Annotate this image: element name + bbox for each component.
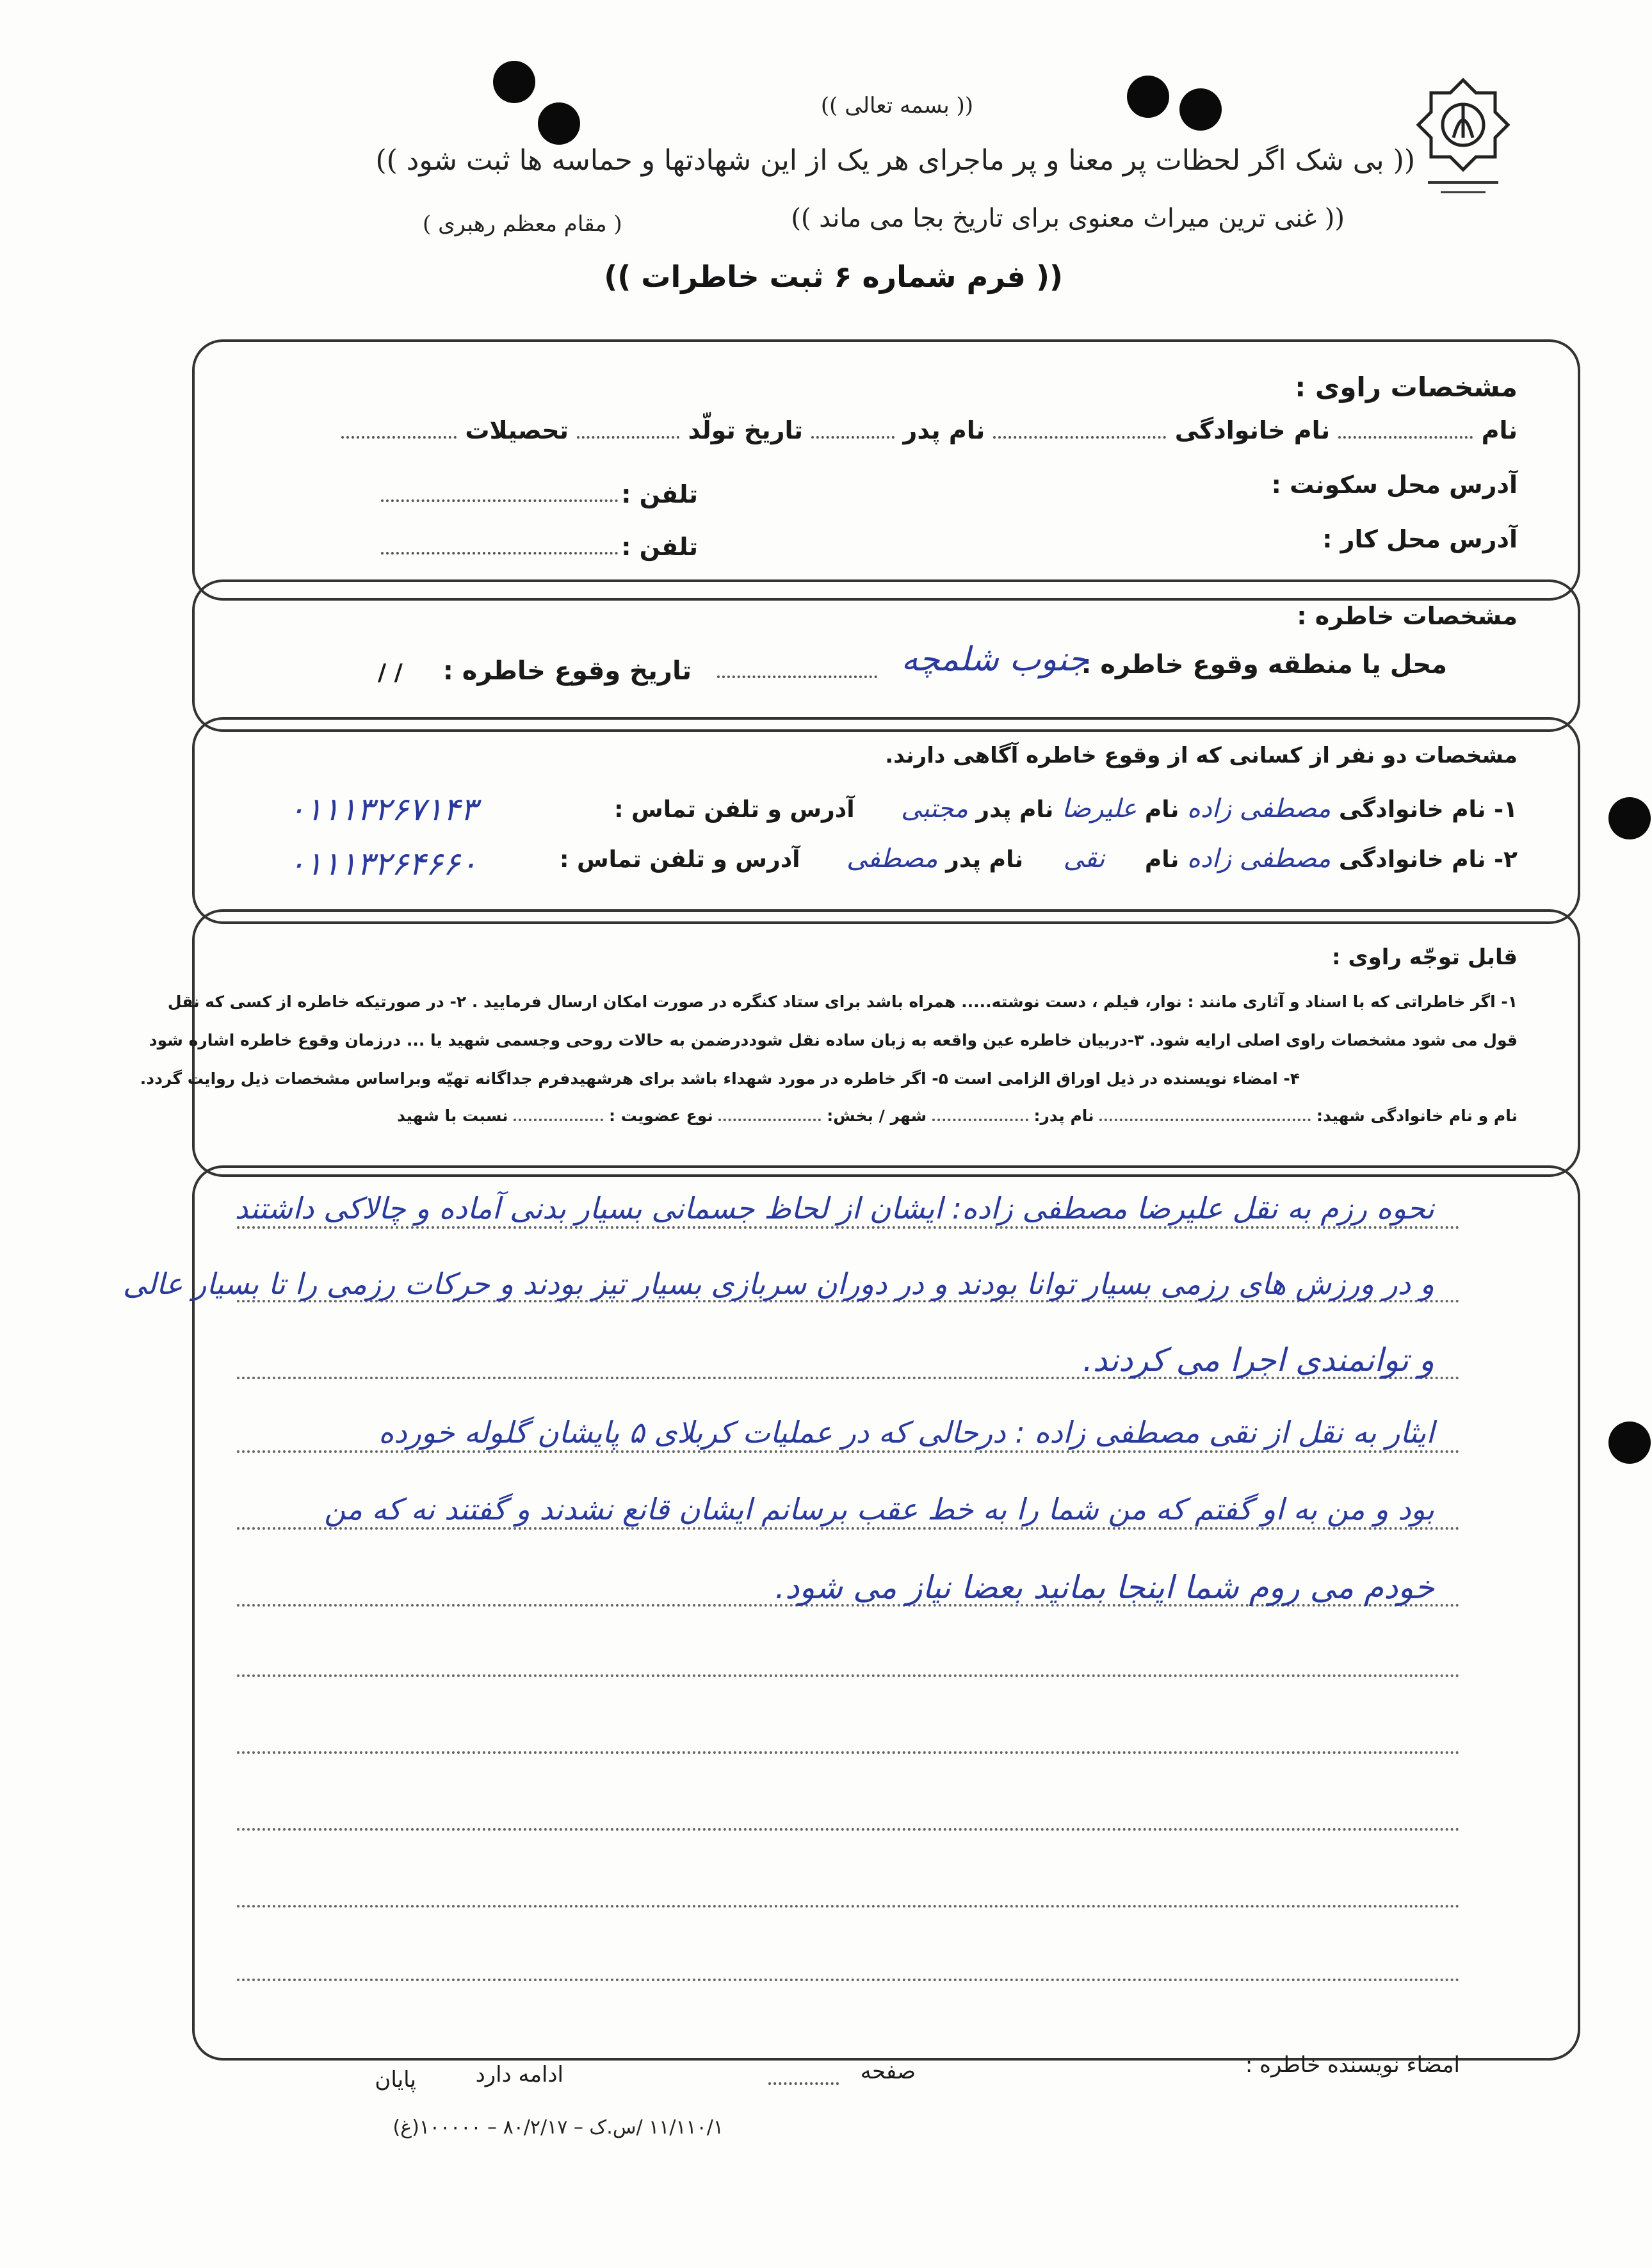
witness-1-contact-label: آدرس و تلفن تماس : xyxy=(614,797,855,823)
family-field[interactable] xyxy=(993,430,1166,439)
witness-2-contact[interactable]: ۰۱۱۱۳۲۶۴۶۶۰ xyxy=(288,845,478,882)
home-address-label: آدرس محل سکونت : xyxy=(1271,471,1518,499)
narrator-section-title: مشخصات راوی : xyxy=(1295,371,1518,403)
memory-date-value[interactable]: / / xyxy=(378,660,403,686)
father-field[interactable] xyxy=(811,430,895,439)
name-field[interactable] xyxy=(1338,430,1473,439)
martyr-membership-field[interactable] xyxy=(514,1112,603,1121)
notes-line-3: ۴- امضاء نویسنده در ذیل اوراق الزامی است ۵- اگر خاطره در مورد شهداء باشد برای هرشهیدفرم جداگانه تهیّه وبراساس مشخصات ذیل روایت گردد. xyxy=(140,1069,1300,1088)
signature-label: امضاء نویسنده خاطره : xyxy=(1245,2052,1460,2078)
memoir-line: نحوه رزم به نقل علیرضا مصطفی زاده: ایشان از لحاظ جسمانی بسیار بدنی آماده و چالاکی داشتند xyxy=(234,1191,1434,1226)
memoir-line: ایثار به نقل از نقی مصطفی زاده : درحالی که در عملیات کربلای ۵ پایشان گلوله خورده xyxy=(378,1415,1434,1450)
memory-location-label: محل یا منطقه وقوع خاطره : xyxy=(1081,650,1447,679)
ruled-line xyxy=(237,1905,1460,1908)
header-quote-line-2: (( غنی ترین میراث معنوی برای تاریخ بجا می ماند )) xyxy=(791,204,1345,233)
martyr-father-field[interactable] xyxy=(932,1112,1028,1121)
notes-title: قابل توجّه راوی : xyxy=(1332,944,1518,970)
punch-hole xyxy=(538,102,580,145)
emblem-icon xyxy=(1415,77,1511,198)
witness-2-number-label: ۲- نام خانوادگی xyxy=(1338,846,1518,873)
witness-row-1 xyxy=(614,794,1518,823)
ruled-line xyxy=(237,1226,1460,1229)
witness-row-2 xyxy=(560,844,1518,873)
martyr-relation-label: نسبت با شهید xyxy=(397,1106,508,1125)
phone-field-1[interactable] xyxy=(381,499,618,502)
memory-date-label: تاریخ وقوع خاطره : xyxy=(442,656,692,686)
memoir-line: خودم می روم شما اینجا بمانید بعضا نیاز می شود. xyxy=(775,1569,1434,1606)
martyr-name-label: نام و نام خانوادگی شهید: xyxy=(1316,1106,1518,1125)
form-title: (( فرم شماره ۶ ثبت خاطرات )) xyxy=(604,259,1063,294)
memoir-line: و در ورزش های رزمی بسیار توانا بودند و در دوران سربازی بسیار تیز بودند و حرکات رزمی را تا بسیار عالی xyxy=(122,1267,1434,1301)
witness-2-father-label: نام پدر xyxy=(946,846,1024,873)
witness-2-name[interactable]: نقی xyxy=(1063,844,1105,873)
martyr-father-label: نام پدر: xyxy=(1033,1106,1094,1125)
birth-field[interactable] xyxy=(577,430,679,439)
witness-1-name-label: نام xyxy=(1144,797,1179,823)
witness-2-contact-label: آدرس و تلفن تماس : xyxy=(560,846,800,873)
page-label: صفحه xyxy=(860,2059,916,2084)
phone-label-2: تلفن : xyxy=(621,533,698,561)
witness-1-father[interactable]: مجتبی xyxy=(901,794,968,823)
memory-location-field[interactable] xyxy=(717,676,877,678)
memory-section-title: مشخصات خاطره : xyxy=(1297,602,1518,630)
witness-1-father-label: نام پدر xyxy=(976,797,1054,823)
witness-1-contact[interactable]: ۰۱۱۱۳۲۶۷۱۴۳ xyxy=(288,791,478,828)
witness-1-name[interactable]: علیرضا xyxy=(1061,794,1137,823)
punch-hole xyxy=(1127,76,1169,118)
ruled-line xyxy=(237,1674,1460,1677)
punch-hole xyxy=(1608,1422,1651,1464)
martyr-city-label: شهر / بخش: xyxy=(827,1106,927,1125)
education-field[interactable] xyxy=(341,430,457,439)
witness-1-family[interactable]: مصطفی زاده xyxy=(1186,794,1331,823)
ruled-line xyxy=(237,1979,1460,1981)
end-label[interactable]: پایان xyxy=(375,2067,416,2093)
witnesses-intro: مشخصات دو نفر از کسانی که از وقوع خاطره آگاهی دارند. xyxy=(885,743,1518,768)
education-label: تحصیلات xyxy=(465,416,569,444)
punch-hole xyxy=(493,61,535,103)
basmala: (( بسمه تعالی )) xyxy=(820,93,973,118)
memory-location-value: جنوب شلمچه xyxy=(901,640,1089,679)
work-address-label: آدرس محل کار : xyxy=(1322,525,1518,553)
punch-hole xyxy=(1608,797,1651,839)
punch-hole xyxy=(1179,88,1222,131)
ruled-line xyxy=(237,1751,1460,1754)
ruled-line xyxy=(237,1450,1460,1453)
quote-attribution: ( مقام معظم رهبری ) xyxy=(423,211,622,237)
notes-line-4 xyxy=(397,1106,1518,1125)
memoir-line: بود و من به او گفتم که من شما را به خط عقب برسانم ایشان قانع نشدند و گفتند نه که من xyxy=(324,1492,1434,1527)
witness-2-father[interactable]: مصطفی xyxy=(846,844,938,873)
witness-2-family[interactable]: مصطفی زاده xyxy=(1186,844,1331,873)
family-label: نام خانوادگی xyxy=(1174,416,1331,444)
header-quote-line-1: (( بی شک اگر لحظات پر معنا و پر ماجرای هر یک از این شهادتها و حماسه ها ثبت شود )) xyxy=(375,144,1415,177)
organization-logo xyxy=(1415,77,1511,198)
notes-line-2: قول می شود مشخصات راوی اصلی ارایه شود. ۳-دربیان خاطره عین واقعه به زبان ساده نقل شوددرضمن به حالات روحی وجسمی شهید یا ... درزمان وقوع خاطره اشاره شود xyxy=(149,1031,1518,1049)
narrator-row-1 xyxy=(341,416,1518,444)
name-label: نام xyxy=(1481,416,1518,444)
ruled-line xyxy=(237,1527,1460,1530)
martyr-city-field[interactable] xyxy=(718,1112,821,1121)
page-number-field[interactable] xyxy=(768,2082,839,2085)
ruled-line xyxy=(237,1828,1460,1831)
martyr-name-field[interactable] xyxy=(1099,1112,1311,1121)
birth-label: تاریخ تولّد xyxy=(688,416,804,444)
witness-2-name-label: نام xyxy=(1144,846,1179,873)
martyr-membership-label: نوع عضویت : xyxy=(608,1106,713,1125)
witness-1-number-label: ۱- نام خانوادگی xyxy=(1338,797,1518,823)
memoir-line: و توانمندی اجرا می کردند. xyxy=(1082,1341,1434,1379)
phone-label-1: تلفن : xyxy=(621,480,698,508)
notes-line-1: ۱- اگر خاطراتی که با اسناد و آثاری مانند : نوار، فیلم ، دست نوشته..... همراه باشد برای ستاد کنگره در صورت امکان ارسال فرمایید . ۲- در صورتیکه خاطره از کسی که نقل xyxy=(167,992,1518,1011)
father-label: نام پدر xyxy=(903,416,985,444)
form-code: ۱۱/۱۱۰/۱ /س.ک – ۸۰/۲/۱۷ – ۱۰۰۰۰۰(غ) xyxy=(393,2116,724,2139)
phone-field-2[interactable] xyxy=(381,552,618,555)
continues-label[interactable]: ادامه دارد xyxy=(475,2062,563,2087)
